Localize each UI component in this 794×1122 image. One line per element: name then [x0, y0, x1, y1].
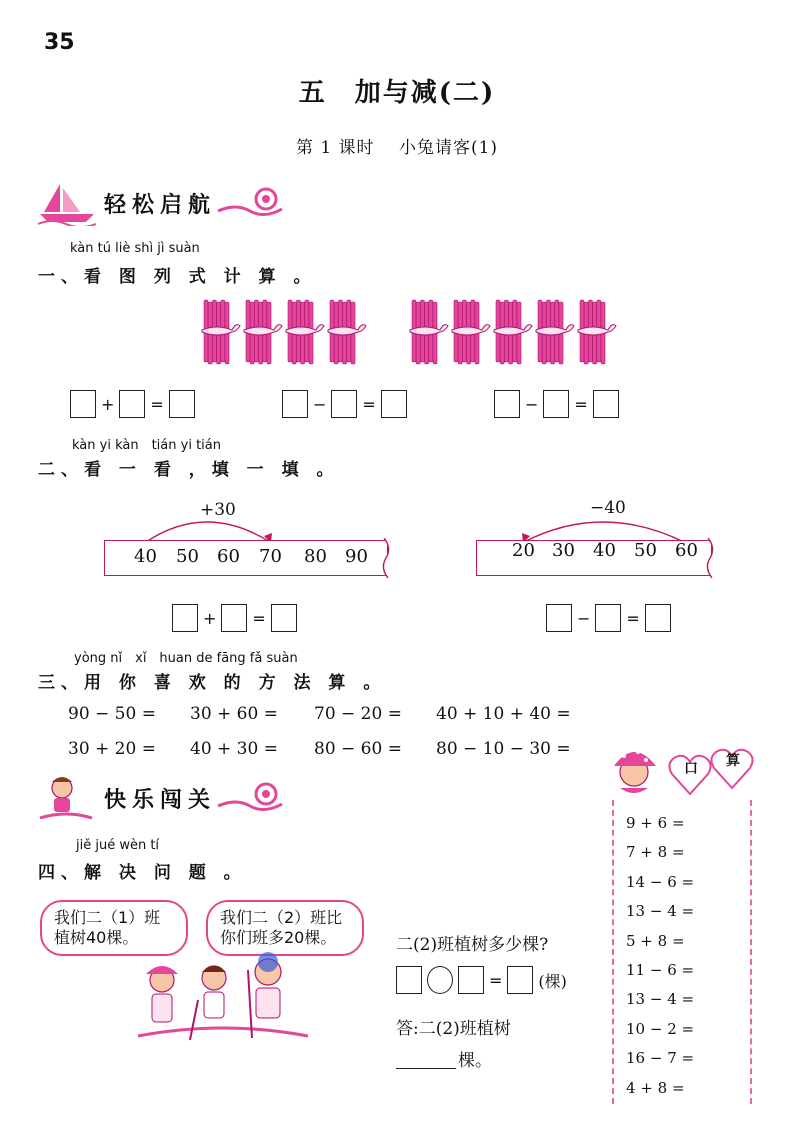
q2-equation-1 — [172, 604, 297, 632]
number-line-tick: 40 — [593, 540, 616, 561]
banner-challenge — [36, 774, 286, 822]
jump-label: −40 — [590, 498, 626, 518]
q4-pinyin: jiě jué wèn tí — [76, 838, 160, 853]
q1-pinyin: kàn tú liè shì jì suàn — [70, 241, 200, 256]
stick-bundle — [328, 300, 366, 364]
stick-bundles-image — [196, 296, 626, 370]
operator: + — [101, 394, 115, 414]
answer-box[interactable] — [331, 390, 357, 418]
calc-item: 40 + 30 = — [190, 739, 278, 759]
mental-math-item: 11 − 6 = — [626, 960, 695, 979]
unit-title: 五 加与减(二) — [298, 78, 496, 108]
stick-bundle — [452, 300, 490, 364]
stick-bundle — [494, 300, 532, 364]
answer-blank[interactable] — [396, 1046, 456, 1069]
unit-label: (棵) — [538, 971, 567, 991]
answer-box[interactable] — [169, 390, 195, 418]
answer-box[interactable] — [645, 604, 671, 632]
strawberry-girl-icon — [604, 742, 666, 802]
banner-challenge-text: 快乐闯关 — [104, 787, 217, 813]
operator: − — [313, 394, 327, 414]
number-line-2 — [476, 498, 720, 582]
number-line-tick: 70 — [259, 546, 282, 567]
calc-item: 40 + 10 + 40 = — [436, 704, 571, 724]
child-mascot-icon — [36, 774, 96, 822]
q4-answer-suffix: 棵。 — [458, 1051, 492, 1071]
mental-math-item: 14 − 6 = — [626, 872, 695, 891]
mental-math-item: 7 + 8 = — [626, 843, 685, 862]
mental-math-item: 4 + 8 = — [626, 1078, 685, 1097]
calc-item: 90 − 50 = — [68, 704, 156, 724]
equals-sign: = — [252, 608, 266, 628]
q1-equation-1 — [70, 390, 195, 418]
speech-bubble-class1: 我们二（1）班植树40棵。 — [40, 900, 188, 956]
calc-item: 30 + 60 = — [190, 704, 278, 724]
swirl-decoration-icon — [216, 183, 286, 223]
answer-box[interactable] — [396, 966, 422, 994]
page-number: 35 — [44, 30, 75, 55]
number-line-tick: 30 — [552, 540, 575, 561]
operator-circle[interactable] — [427, 966, 453, 994]
answer-box[interactable] — [458, 966, 484, 994]
q1-heading: 一、看 图 列 式 计 算 。 — [38, 267, 317, 287]
number-line-tick: 40 — [134, 546, 157, 567]
mental-math-item: 13 − 4 = — [626, 902, 695, 921]
lesson-subtitle: 第 1 课时 小兔请客(1) — [295, 138, 499, 158]
equals-sign: = — [626, 608, 640, 628]
stick-bundle — [286, 300, 324, 364]
answer-box[interactable] — [119, 390, 145, 418]
mental-math-item: 5 + 8 = — [626, 931, 685, 950]
equals-sign: = — [574, 394, 588, 414]
side-label-2: 算 — [726, 753, 740, 769]
answer-box[interactable] — [595, 604, 621, 632]
answer-box[interactable] — [543, 390, 569, 418]
number-line-1 — [104, 498, 394, 582]
number-line-tick: 60 — [675, 540, 698, 561]
answer-box[interactable] — [381, 390, 407, 418]
speech-bubble-class2: 我们二（2）班比你们班多20棵。 — [206, 900, 364, 956]
q1-equation-2 — [282, 390, 407, 418]
equals-sign: = — [489, 970, 503, 990]
side-panel-mental-math — [612, 800, 752, 1104]
side-label-1: 口 — [684, 761, 698, 777]
number-line-tick: 90 — [345, 546, 368, 567]
q3-heading: 三、用 你 喜 欢 的 方 法 算 。 — [38, 673, 387, 693]
answer-box[interactable] — [282, 390, 308, 418]
answer-box[interactable] — [271, 604, 297, 632]
answer-box[interactable] — [546, 604, 572, 632]
number-line-tick: 50 — [634, 540, 657, 561]
q4-heading: 四、解 决 问 题 。 — [38, 863, 247, 883]
children-planting-image — [128, 950, 318, 1046]
number-line-tick: 20 — [512, 540, 535, 561]
side-panel-header — [604, 736, 754, 808]
stick-bundle — [578, 300, 616, 364]
heart-icon — [666, 744, 756, 800]
stick-bundle — [244, 300, 282, 364]
calc-item: 80 − 10 − 30 = — [436, 739, 571, 759]
equals-sign: = — [362, 394, 376, 414]
answer-box[interactable] — [221, 604, 247, 632]
mental-math-item: 9 + 6 = — [626, 814, 685, 832]
number-line-tick: 50 — [176, 546, 199, 567]
q3-pinyin: yòng nǐ xǐ huan de fāng fǎ suàn — [74, 651, 298, 666]
q4-answer-prefix: 答:二(2)班植树 — [396, 1019, 511, 1039]
q2-equation-2 — [546, 604, 671, 632]
q1-equation-3 — [494, 390, 619, 418]
banner-start — [36, 180, 286, 226]
mental-math-item: 13 − 4 = — [626, 990, 695, 1009]
q4-question: 二(2)班植树多少棵? — [396, 935, 549, 955]
swirl-decoration-icon — [216, 778, 286, 818]
equals-sign: = — [150, 394, 164, 414]
answer-box[interactable] — [494, 390, 520, 418]
jump-label: +30 — [200, 500, 236, 520]
answer-box[interactable] — [593, 390, 619, 418]
number-line-tick: 80 — [304, 546, 327, 567]
stick-bundle — [202, 300, 240, 364]
operator: − — [525, 394, 539, 414]
answer-box[interactable] — [507, 966, 533, 994]
mental-math-item: 10 − 2 = — [626, 1019, 695, 1038]
calc-item: 70 − 20 = — [314, 704, 402, 724]
operator: − — [577, 608, 591, 628]
calc-item: 30 + 20 = — [68, 739, 156, 759]
q2-heading: 二、看 一 看 ，填 一 填 。 — [38, 460, 340, 480]
mental-math-item: 16 − 7 = — [626, 1049, 695, 1068]
banner-start-text: 轻松启航 — [104, 192, 217, 218]
calc-item: 80 − 60 = — [314, 739, 402, 759]
number-line-tick: 60 — [217, 546, 240, 567]
q2-pinyin: kàn yi kàn tián yi tián — [72, 438, 221, 453]
answer-box[interactable] — [172, 604, 198, 632]
stick-bundle — [410, 300, 448, 364]
q4-equation — [396, 966, 567, 994]
sailboat-icon — [36, 180, 98, 226]
stick-bundle — [536, 300, 574, 364]
answer-box[interactable] — [70, 390, 96, 418]
operator: + — [203, 608, 217, 628]
